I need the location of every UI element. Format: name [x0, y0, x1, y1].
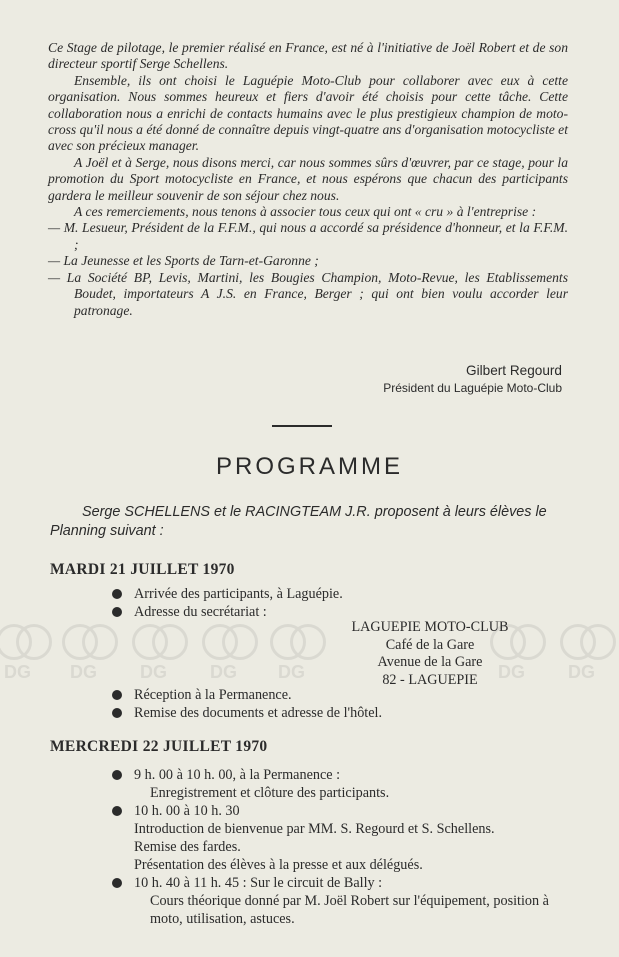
watermark-label: DG: [278, 662, 305, 682]
intro-paragraph: A Joël et à Serge, nous disons merci, car nous sommes sûrs d'œuvrer, par ce stage, pour la promotion du Sport motocycliste en France, et nous espérons que chacun des participants gardera le meilleur souvenir de son séjour chez nous.: [48, 154, 568, 203]
programme-subtitle: Serge SCHELLENS et le RACINGTEAM J.R. proposent à leurs élèves le Planning suivant :: [50, 504, 547, 539]
thanks-item: — M. Lesueur, Président de la F.F.M., qui nous a accordé sa présidence d'honneur, et la F.F.M. ;: [48, 220, 568, 252]
schedule-line: Présentation des élèves à la presse et aux délégués.: [134, 857, 423, 873]
list-item-text: Arrivée des participants, à Laguépie.: [134, 586, 343, 602]
intro-paragraph: Ensemble, ils ont choisi le Laguépie Moto-Club pour collaborer avec eux à cette organisation. Nous sommes heureux et fiers d'avoir été choisis pour cette tâche. Cette collaboration nous a enrichi de contacts humains avec le plus prestigieux champion de moto-cross qu'il nous a été donné de connaître depuis vingt-quatre ans d'organisation motocycliste et avec son précieux manager.: [48, 72, 568, 154]
list-item-text: Remise des documents et adresse de l'hôtel.: [134, 705, 383, 721]
thanks-item: — La Société BP, Levis, Martini, les Bougies Champion, Moto-Revue, les Etablissements Boudet, importateurs A J.S. en France, Berger ; qui ont bien voulu accorder leur patronage.: [48, 269, 568, 318]
watermark-label: DG: [568, 662, 595, 682]
schedule-line: Introduction de bienvenue par MM. S. Regourd et S. Schellens.: [134, 821, 495, 837]
intro-paragraph: A ces remerciements, nous tenons à associer tous ceux qui ont « cru » à l'entreprise :: [74, 204, 537, 220]
list-item-text: Réception à la Permanence.: [134, 687, 292, 703]
watermark-label: DG: [4, 662, 31, 682]
day-heading-mercredi: MERCREDI 22 JUILLET 1970: [50, 738, 268, 755]
list-item: [108, 704, 578, 722]
day-heading-mardi: MARDI 21 JUILLET 1970: [50, 561, 235, 578]
bullet-icon: [112, 589, 122, 599]
schedule-item: [108, 874, 578, 928]
programme-title: PROGRAMME: [215, 453, 403, 480]
bullet-icon: [112, 806, 122, 816]
bullet-icon: [112, 878, 122, 888]
schedule-line: Remise des fardes.: [134, 839, 241, 855]
bullet-icon: [112, 708, 122, 718]
day1-items-continued: [108, 686, 578, 722]
day1-items: [108, 585, 578, 621]
secretariat-address: [300, 619, 560, 689]
signature-name: Gilbert Regourd: [466, 363, 562, 378]
schedule-item: [108, 766, 578, 802]
watermark-label: DG: [70, 662, 97, 682]
list-item: [108, 585, 578, 603]
address-line: LAGUEPIE MOTO-CLUB: [351, 619, 509, 635]
schedule-line: Cours théorique donné par M. Joël Robert sur l'équipement, position à moto, utilisation, astuces.: [150, 893, 549, 927]
address-line: Avenue de la Gare: [377, 654, 483, 670]
section-divider: [272, 425, 332, 427]
schedule-time: 10 h. 00 à 10 h. 30: [134, 803, 240, 819]
signature-block: [300, 362, 562, 396]
watermark-label: DG: [498, 662, 525, 682]
day2-items: [108, 766, 578, 928]
address-line: 82 - LAGUEPIE: [382, 671, 478, 688]
schedule-item: [108, 802, 578, 874]
watermark-label: DG: [140, 662, 167, 682]
list-item-text: Adresse du secrétariat :: [134, 604, 267, 620]
thanks-item: — La Jeunesse et les Sports de Tarn-et-Garonne ;: [48, 253, 319, 269]
schedule-line: Enregistrement et clôture des participants.: [150, 785, 390, 801]
bullet-icon: [112, 690, 122, 700]
list-item: [108, 686, 578, 704]
intro-paragraph: Ce Stage de pilotage, le premier réalisé en France, est né à l'initiative de Joël Robert et de son directeur sportif Serge Schellens.: [48, 40, 568, 72]
signature-role: Président du Laguépie Moto-Club: [383, 381, 562, 395]
schedule-time: 10 h. 40 à 11 h. 45 : Sur le circuit de Bally :: [134, 875, 383, 891]
bullet-icon: [112, 770, 122, 780]
watermark-label: DG: [210, 662, 237, 682]
address-line: Café de la Gare: [385, 636, 475, 653]
intro-text: [48, 40, 568, 319]
bullet-icon: [112, 607, 122, 617]
schedule-time: 9 h. 00 à 10 h. 00, à la Permanence :: [134, 767, 341, 783]
